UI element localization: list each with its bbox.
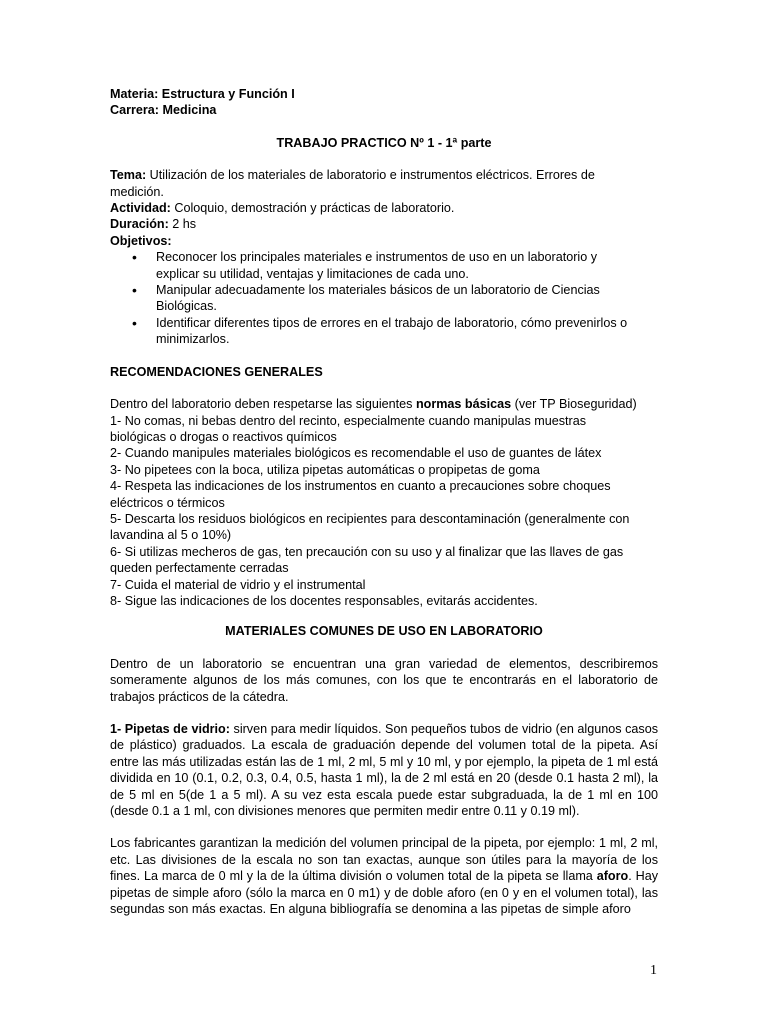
recomendacion-line: 8- Sigue las indicaciones de los docentes responsables, evitarás accidentes. — [110, 593, 538, 608]
objetivo-item — [156, 249, 658, 282]
recomendacion-line: queden perfectamente cerradas — [110, 561, 289, 576]
page-number: 1 — [650, 963, 657, 978]
objetivo-line: explicar su utilidad, ventajas y limitaciones de cada uno. — [156, 266, 469, 281]
objetivo-item — [156, 315, 658, 348]
pipetas-paragraph — [110, 721, 658, 819]
materia-line — [110, 86, 658, 102]
objetivos-label — [110, 233, 658, 249]
objetivos-label-text: Objetivos: — [110, 233, 172, 248]
fabricantes-post: . Hay pipetas de simple aforo (sólo la marca en 0 m1) y de doble aforo (en 0 y en el volumen total), las segundas son más exactas. En alguna bibliografía se denomina a las pipetas de simple aforo — [110, 869, 658, 917]
objetivo-item — [156, 282, 658, 315]
recomendacion-line: 1- No comas, ni bebas dentro del recinto, especialmente cuando manipulas muestras — [110, 413, 587, 428]
intro-pre: Dentro del laboratorio deben respetarse las siguientes — [110, 397, 416, 412]
objetivo-line: Identificar diferentes tipos de errores en el trabajo de laboratorio, cómo prevenirlos o — [156, 315, 628, 330]
recomendacion-line: 4- Respeta las indicaciones de los instrumentos en cuanto a precauciones sobre choques — [110, 479, 611, 494]
actividad-line — [110, 200, 658, 216]
recomendacion-line: 6- Si utilizas mecheros de gas, ten precaución con su uso y al finalizar que las llaves de gas — [110, 544, 624, 559]
recomendacion-line: eléctricos o térmicos — [110, 495, 225, 510]
objetivos-list — [110, 249, 658, 347]
duracion-text: 2 hs — [168, 217, 197, 232]
recomendacion-line: 7- Cuida el material de vidrio y el instrumental — [110, 577, 366, 592]
materia-label: Materia: — [110, 87, 159, 101]
materiales-intro: Dentro de un laboratorio se encuentran una gran variedad de elementos, describiremos someramente algunos de los más comunes, con los que te encontrarás en el laboratorio de trabajos prácticos de la cátedra. — [110, 656, 658, 704]
recomendacion-line: lavandina al 5 o 10%) — [110, 528, 232, 543]
recomendacion-line: biológicas o drogas o reactivos químicos — [110, 429, 337, 444]
objetivo-line: Reconocer los principales materiales e instrumentos de uso en un laboratorio y — [156, 250, 598, 265]
tema-text-1: Utilización de los materiales de laboratorio e instrumentos eléctricos. Errores de — [146, 168, 595, 183]
recomendacion-line: 3- No pipetees con la boca, utiliza pipetas automáticas o propipetas de goma — [110, 462, 540, 477]
duracion-label: Duración: — [110, 217, 169, 232]
objetivo-line: Manipular adecuadamente los materiales básicos de un laboratorio de Ciencias — [156, 283, 600, 298]
recomendaciones-list — [110, 413, 658, 610]
recomendacion-line: 5- Descarta los residuos biológicos en recipientes para descontaminación (generalmente con — [110, 511, 630, 526]
carrera-value: Medicina — [162, 103, 217, 118]
actividad-label: Actividad: — [110, 201, 171, 216]
objetivo-line: Biológicas. — [156, 299, 217, 314]
actividad-text: Coloquio, demostración y prácticas de laboratorio. — [170, 201, 455, 216]
tema-label: Tema: — [110, 168, 147, 183]
document-title: TRABAJO PRACTICO Nº 1 - 1ª parte — [276, 135, 492, 150]
intro-post: (ver TP Bioseguridad) — [511, 397, 637, 412]
recomendaciones-intro — [110, 396, 658, 412]
carrera-line — [110, 102, 658, 118]
tema-line — [110, 167, 658, 183]
materiales-heading: MATERIALES COMUNES DE USO EN LABORATORIO — [225, 624, 543, 639]
recomendaciones-heading-text: RECOMENDACIONES GENERALES — [110, 364, 323, 379]
recomendaciones-heading — [110, 364, 658, 380]
aforo-bold: aforo — [596, 869, 629, 884]
document-body — [110, 86, 658, 917]
materia-value: Estructura y Función I — [161, 87, 295, 101]
recomendacion-line: 2- Cuando manipules materiales biológicos es recomendable el uso de guantes de látex — [110, 446, 602, 461]
intro-bold: normas básicas — [415, 397, 512, 412]
duracion-line — [110, 216, 658, 232]
fabricantes-paragraph — [110, 835, 658, 917]
pipetas-text: sirven para medir líquidos. Son pequeños tubos de vidrio (en algunos casos de plástico) graduados. La escala de graduación depende del volumen total de la pipeta. Así entre las más utilizadas están las de 1 ml, 2 ml, 5 ml y 10 ml, y por ejemplo, la pipeta de 1 ml está dividida en 10 (0.1, 0.2, 0.3, 0.4, 0.5, hasta 1 ml), la de 2 ml está en 20 (desde 0.1 hasta 2 ml), la de 5 ml en 5(de 1 a 5 ml). A su vez esta escala puede estar subgraduada, la de 1 ml en 100 (desde 0.1 a 1 ml, con divisiones menores que permiten medir entre 0.11 y 0.19 ml). — [110, 722, 659, 819]
pipetas-label: 1- Pipetas de vidrio: — [110, 722, 230, 736]
objetivo-line: minimizarlos. — [156, 332, 230, 347]
tema-text-2: medición. — [110, 184, 164, 199]
carrera-label: Carrera: — [110, 103, 160, 118]
fabricantes-pre: Los fabricantes garantizan la medición del volumen principal de la pipeta, por ejemplo: 1 ml, 2 ml, etc. Las divisiones de la escala no son tan exactas, aunque son útiles para la mayoría de los fines. La marca de 0 ml y la de la última división o volumen total de la pipeta se llama — [110, 836, 658, 884]
